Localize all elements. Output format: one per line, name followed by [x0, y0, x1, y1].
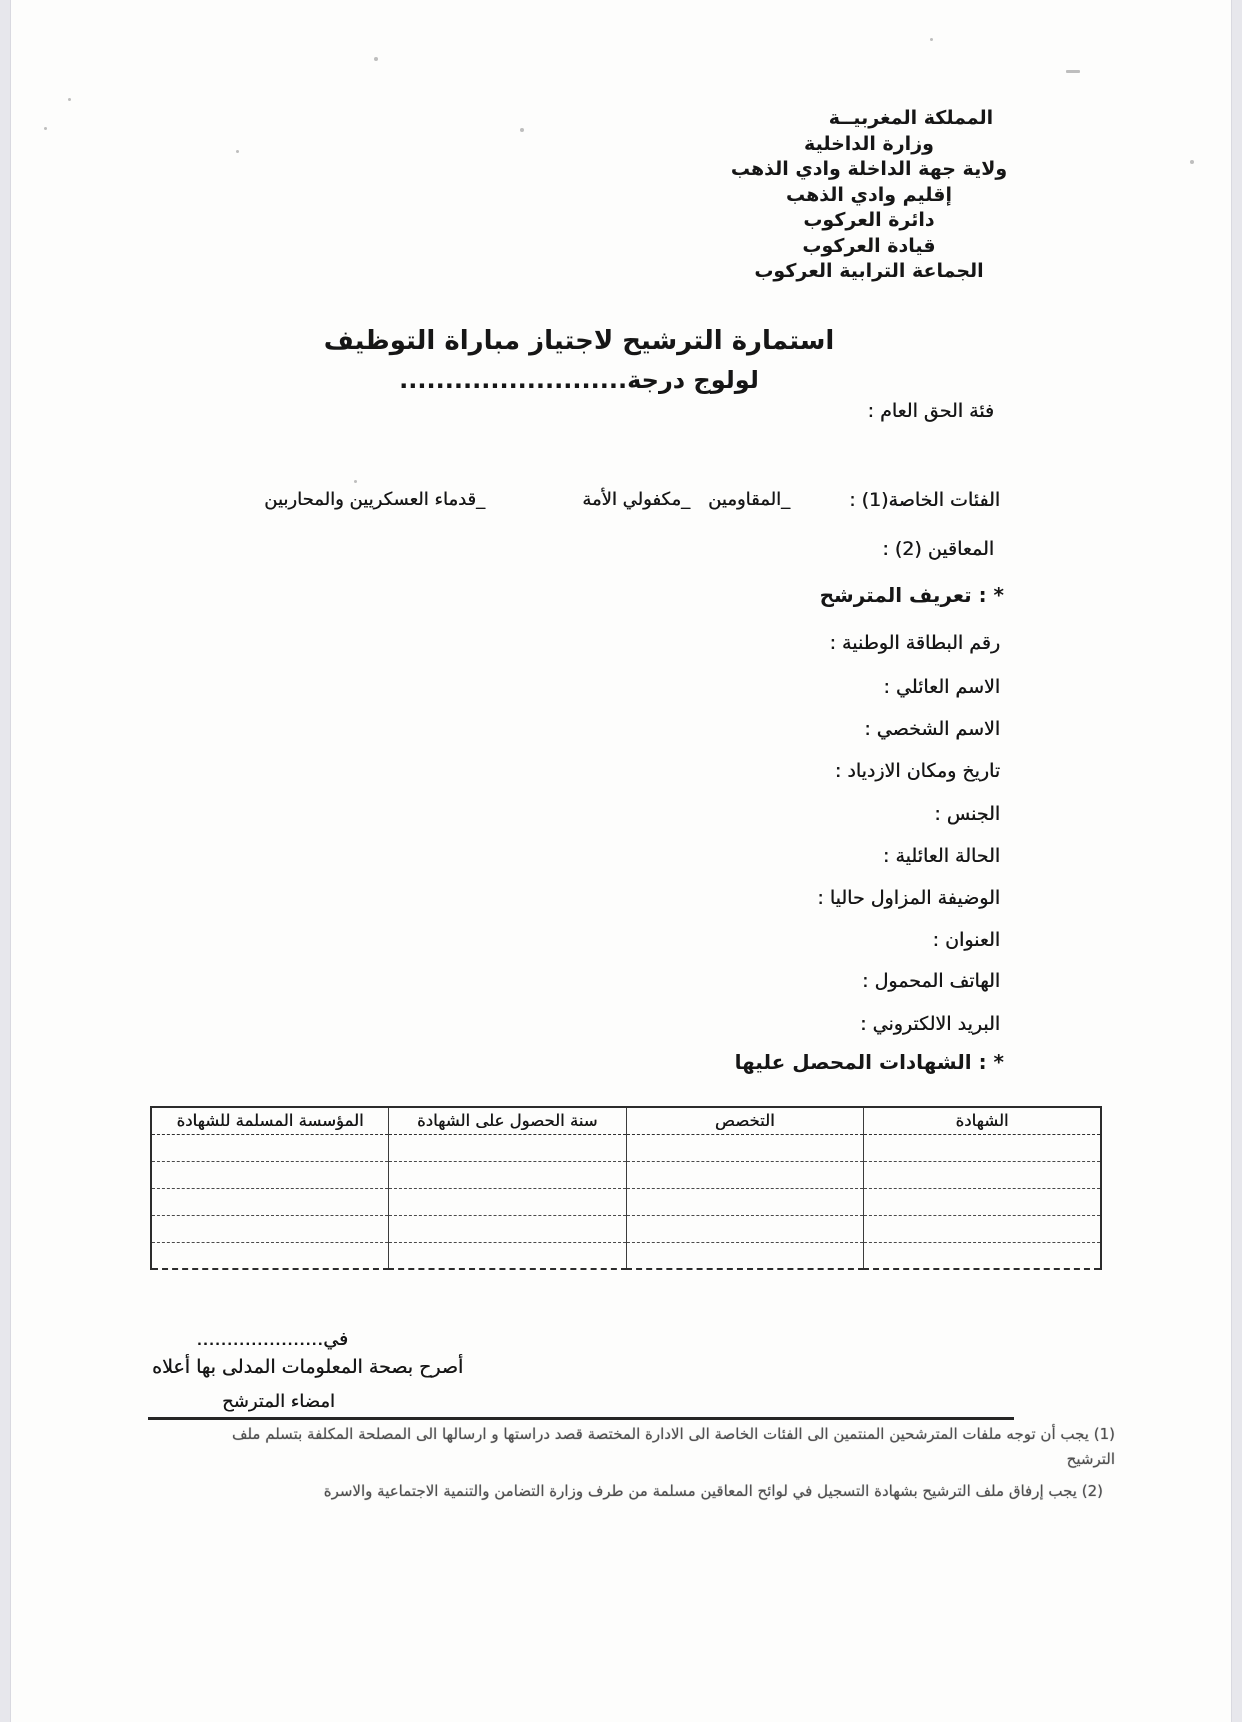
scan-speck — [1190, 160, 1194, 164]
place-date-line: في..................... — [196, 1328, 348, 1350]
letterhead-caidat: قيادة العركوب — [802, 234, 936, 257]
letterhead — [728, 106, 1010, 285]
table-row — [151, 1134, 1101, 1161]
field-marital-status: الحالة العائلية : — [882, 845, 1000, 867]
scan-speck — [374, 57, 378, 61]
form-degree-line: لولوج درجة......................... — [399, 366, 759, 394]
section-certificates: * : الشهادات المحصل عليها — [734, 1050, 1004, 1074]
empty-cell — [864, 1161, 1102, 1188]
field-email: البريد الالكتروني : — [860, 1013, 1000, 1035]
form-title: استمارة الترشيح لاجتياز مباراة التوظيف — [323, 326, 835, 356]
option-resistance-members: _المقاومين — [708, 489, 790, 510]
field-first-name: الاسم الشخصي : — [864, 718, 1000, 740]
empty-cell — [151, 1134, 389, 1161]
footnote-1: (1) يجب أن توجه ملفات المترشحين المنتمين الى الفئات الخاصة الى الادارة المختصة قصد دراستها و ارسالها الى المصلحة المكلفة بتسلم ملف — [231, 1425, 1115, 1443]
certificates-table-header-row — [151, 1107, 1101, 1134]
empty-cell — [626, 1242, 864, 1269]
field-current-job: الوضيفة المزاول حاليا : — [817, 887, 1000, 909]
field-special-categories-label: الفئات الخاصة(1) : — [849, 489, 1000, 511]
empty-cell — [389, 1134, 627, 1161]
empty-cell — [626, 1161, 864, 1188]
field-general-right-category: فئة الحق العام : — [867, 400, 994, 422]
empty-cell — [864, 1242, 1102, 1269]
col-header-year-obtained: سنة الحصول على الشهادة — [389, 1107, 627, 1134]
empty-cell — [864, 1215, 1102, 1242]
scan-speck — [68, 98, 71, 101]
field-gender: الجنس : — [934, 803, 1000, 825]
field-disabled-category: المعاقين (2) : — [882, 538, 994, 560]
table-row — [151, 1215, 1101, 1242]
table-row — [151, 1188, 1101, 1215]
field-address: العنوان : — [932, 929, 1000, 951]
scan-speck — [930, 38, 933, 41]
letterhead-ministry: وزارة الداخلية — [804, 132, 934, 155]
option-nation-wards: _مكفولي الأمة — [582, 489, 690, 510]
table-row — [151, 1242, 1101, 1269]
scan-speck — [520, 128, 524, 132]
field-national-id: رقم البطاقة الوطنية : — [829, 632, 1000, 654]
scan-speck — [354, 480, 357, 483]
field-mobile-phone: الهاتف المحمول : — [862, 970, 1000, 992]
empty-cell — [151, 1242, 389, 1269]
certificates-table — [150, 1106, 1102, 1270]
footnote-divider — [148, 1417, 1014, 1420]
letterhead-commune: الجماعة الترابية العركوب — [754, 260, 984, 282]
col-header-specialty: التخصص — [626, 1107, 864, 1134]
empty-cell — [389, 1188, 627, 1215]
footnote-1-continued: الترشيح — [1066, 1450, 1115, 1468]
empty-cell — [626, 1134, 864, 1161]
empty-cell — [864, 1134, 1102, 1161]
declaration-statement: أصرح بصحة المعلومات المدلى بها أعلاه — [152, 1356, 464, 1378]
empty-cell — [389, 1242, 627, 1269]
empty-cell — [389, 1215, 627, 1242]
scan-speck — [44, 127, 47, 130]
empty-cell — [389, 1161, 627, 1188]
signature-label: امضاء المترشح — [222, 1391, 335, 1412]
letterhead-wilaya: ولاية جهة الداخلة وادي الذهب — [730, 158, 1008, 180]
empty-cell — [151, 1161, 389, 1188]
empty-cell — [151, 1188, 389, 1215]
letterhead-kingdom: المملكة المغربيــة — [828, 107, 994, 129]
table-row — [151, 1161, 1101, 1188]
scan-speck — [1066, 70, 1080, 73]
field-birth-date-place: تاريخ ومكان الازدياد : — [834, 760, 1000, 782]
letterhead-circle: دائرة العركوب — [803, 209, 935, 231]
scan-edge-left — [0, 0, 11, 1722]
letterhead-province: إقليم وادي الذهب — [786, 183, 952, 206]
scan-speck — [236, 150, 239, 153]
empty-cell — [864, 1188, 1102, 1215]
empty-cell — [626, 1188, 864, 1215]
col-header-issuing-institution: المؤسسة المسلمة للشهادة — [151, 1107, 389, 1134]
option-veterans: _قدماء العسكريين والمحاربين — [264, 489, 485, 510]
empty-cell — [626, 1215, 864, 1242]
footnote-2: (2) يجب إرفاق ملف الترشيح بشهادة التسجيل في لوائح المعاقين مسلمة من طرف وزارة التضامن والتنمية الاجتماعية والاسرة — [323, 1482, 1103, 1500]
col-header-certificate: الشهادة — [864, 1107, 1102, 1134]
field-family-name: الاسم العائلي : — [883, 676, 1000, 698]
section-candidate-identification: * : تعريف المترشح — [819, 583, 1004, 607]
empty-cell — [151, 1215, 389, 1242]
scan-edge-right — [1231, 0, 1242, 1722]
